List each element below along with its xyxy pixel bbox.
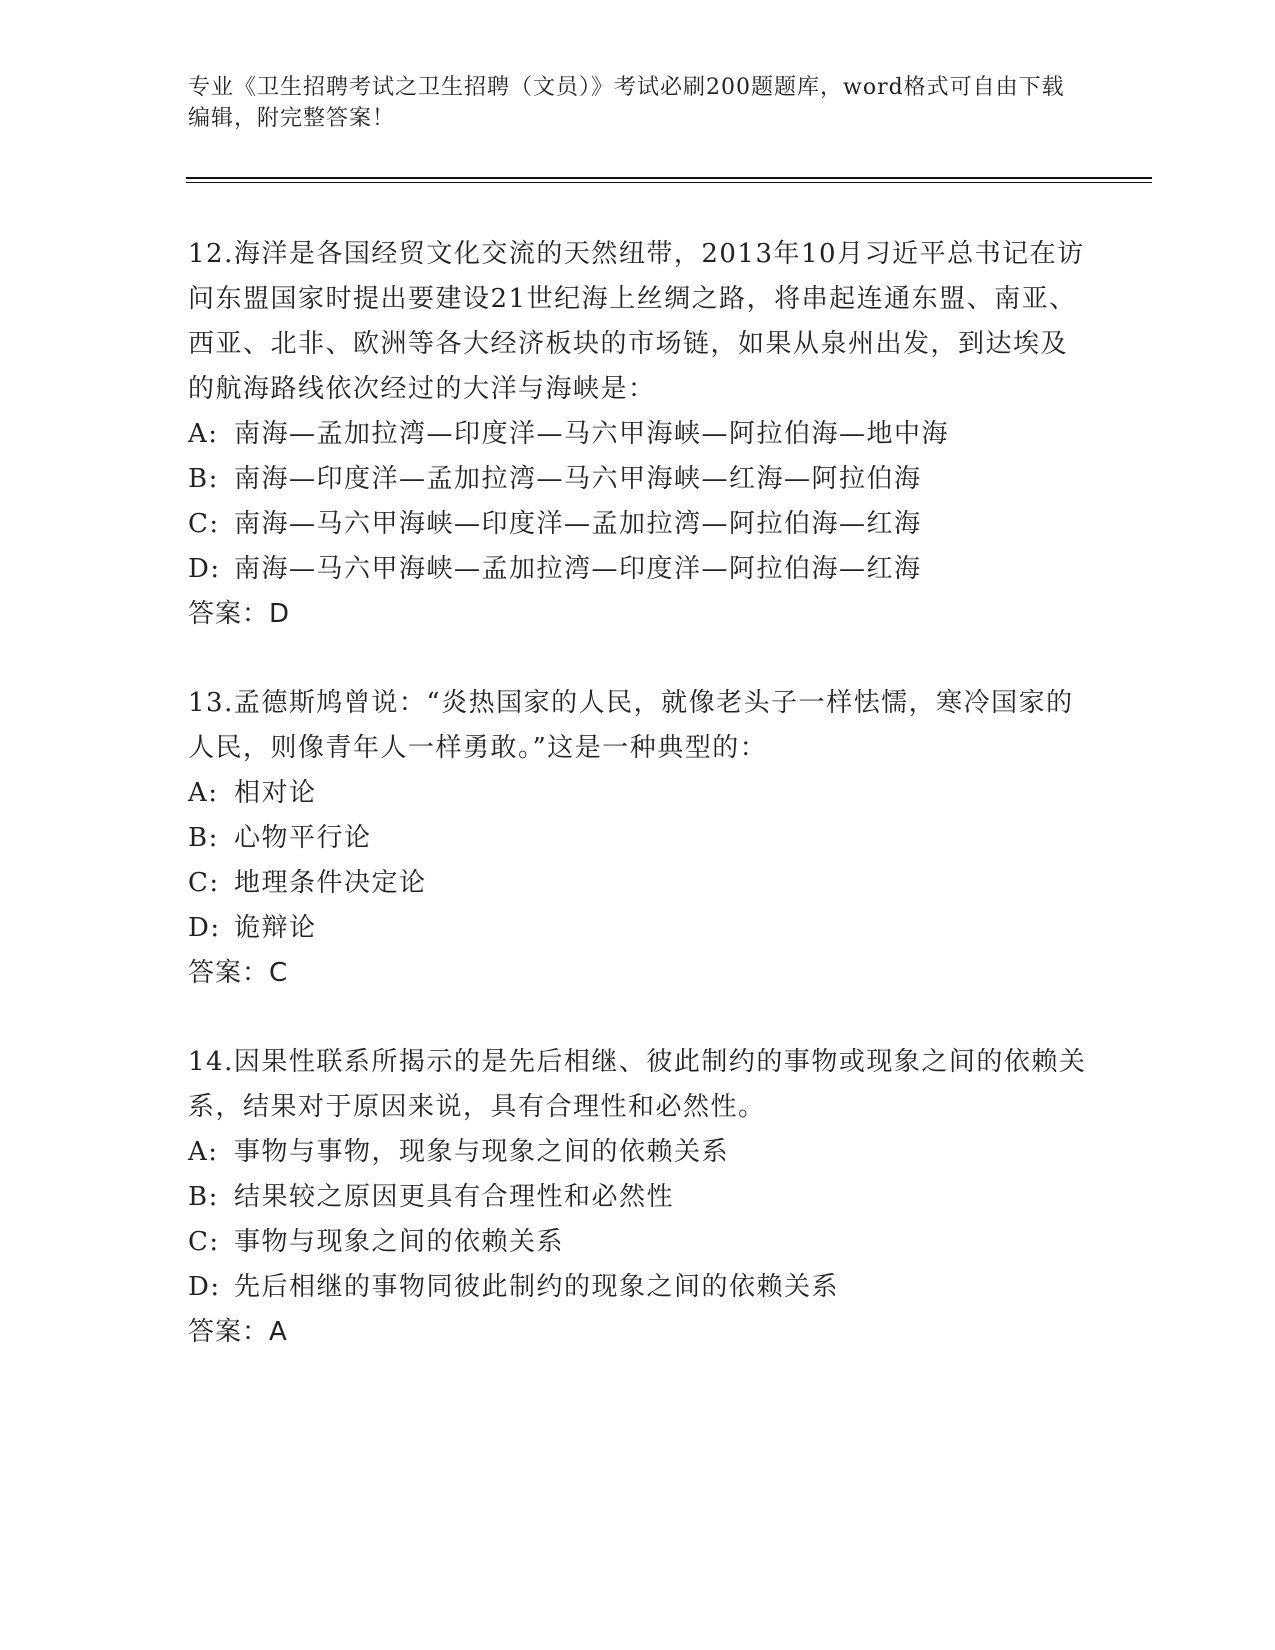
option-text: 事物与现象之间的依赖关系 <box>234 1227 565 1257</box>
option-c <box>188 861 1088 906</box>
option-b <box>188 816 1088 861</box>
option-text: 南海—马六甲海峡—孟加拉湾—印度洋—阿拉伯海—红海 <box>234 554 922 584</box>
answer-line: 答案：D <box>188 599 291 629</box>
option-text: 相对论 <box>234 778 317 808</box>
option-letter: D: <box>188 554 221 584</box>
option-text: 结果较之原因更具有合理性和必然性 <box>234 1182 675 1212</box>
option-a <box>188 771 1088 816</box>
answer-line: 答案：C <box>188 958 289 988</box>
option-letter: C: <box>188 1227 220 1257</box>
option-d <box>188 547 1088 592</box>
option-text: 事物与事物，现象与现象之间的依赖关系 <box>234 1137 730 1167</box>
option-d <box>188 906 1088 951</box>
option-letter: C: <box>188 509 220 539</box>
option-text: 南海—印度洋—孟加拉湾—马六甲海峡—红海—阿拉伯海 <box>234 464 922 494</box>
option-b <box>188 1175 1088 1220</box>
option-b <box>188 457 1088 502</box>
option-letter: C: <box>188 868 220 898</box>
document-header: 专业《卫生招聘考试之卫生招聘（文员）》考试必刷200题题库，word格式可自由下载编辑，附完整答案！ <box>188 75 1065 131</box>
option-text: 心物平行论 <box>234 823 372 853</box>
question-stem: 14.因果性联系所揭示的是先后相继、彼此制约的事物或现象之间的依赖关系，结果对于原因来说，具有合理性和必然性。 <box>188 1047 1087 1122</box>
header-divider-thick <box>186 177 1152 179</box>
option-letter: D: <box>188 913 221 943</box>
option-letter: A: <box>188 778 219 808</box>
option-a <box>188 1130 1088 1175</box>
answer-line: 答案：A <box>188 1317 288 1347</box>
option-letter: B: <box>188 1182 219 1212</box>
question-14 <box>188 1040 1088 1355</box>
question-13 <box>188 681 1088 996</box>
option-text: 南海—马六甲海峡—印度洋—孟加拉湾—阿拉伯海—红海 <box>234 509 922 539</box>
option-c <box>188 502 1088 547</box>
question-12 <box>188 232 1088 637</box>
header-divider-thin <box>186 182 1152 183</box>
option-letter: A: <box>188 1137 219 1167</box>
option-letter: D: <box>188 1272 221 1302</box>
option-text: 诡辩论 <box>234 913 317 943</box>
option-text: 南海—孟加拉湾—印度洋—马六甲海峡—阿拉伯海—地中海 <box>234 419 950 449</box>
option-text: 先后相继的事物同彼此制约的现象之间的依赖关系 <box>234 1272 840 1302</box>
option-letter: A: <box>188 419 219 449</box>
option-letter: B: <box>188 464 219 494</box>
question-stem: 13.孟德斯鸠曾说：“炎热国家的人民，就像老头子一样怯懦，寒冷国家的人民，则像青年人一样勇敢。”这是一种典型的： <box>188 688 1074 763</box>
option-text: 地理条件决定论 <box>234 868 427 898</box>
option-letter: B: <box>188 823 219 853</box>
option-d <box>188 1265 1088 1310</box>
question-list <box>188 232 1088 1399</box>
option-a <box>188 412 1088 457</box>
option-c <box>188 1220 1088 1265</box>
question-stem: 12.海洋是各国经贸文化交流的天然纽带，2013年10月习近平总书记在访问东盟国家时提出要建设21世纪海上丝绸之路，将串起连通东盟、南亚、西亚、北非、欧洲等各大经济板块的市场链，如果从泉州出发，到达埃及的航海路线依次经过的大洋与海峡是： <box>188 239 1085 404</box>
